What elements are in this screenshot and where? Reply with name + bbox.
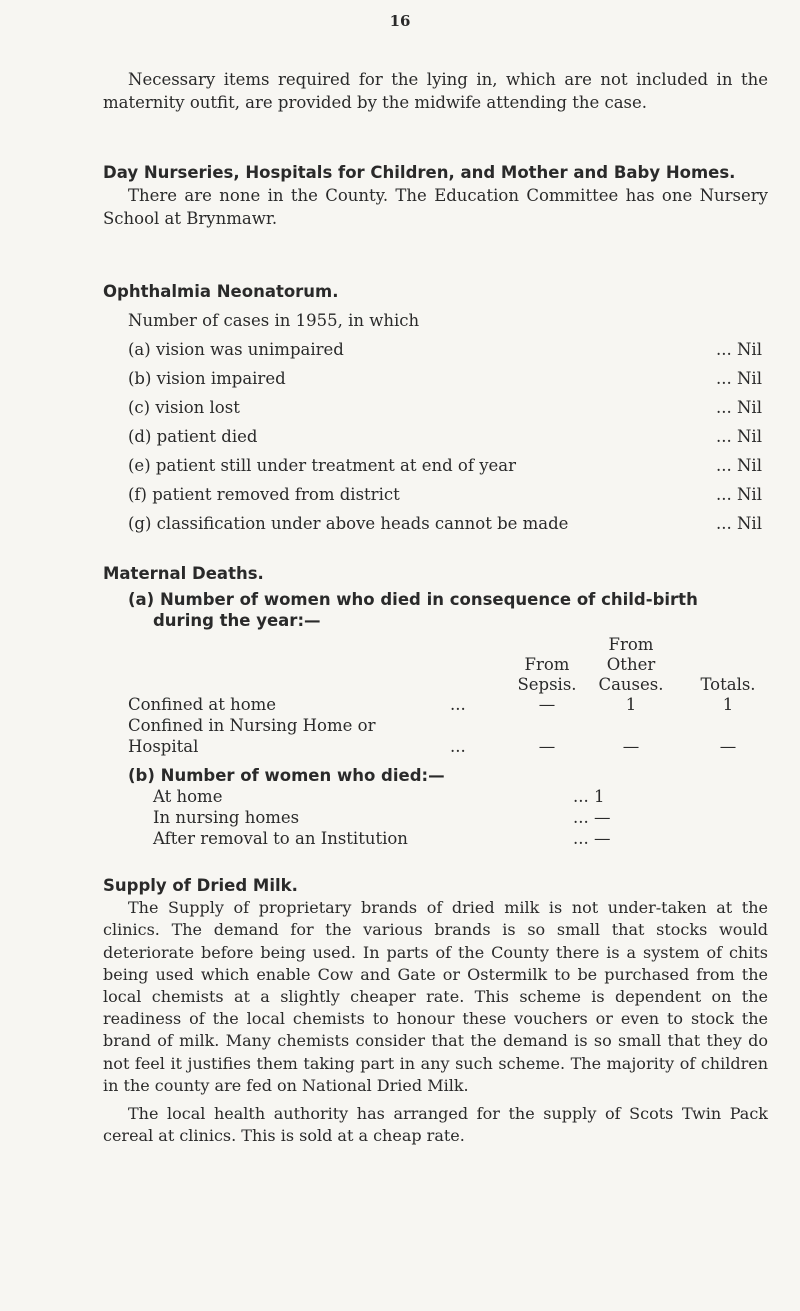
dried-milk-paragraph: The Supply of proprietary brands of dried milk is not under-taken at the clinics. The demand for the various brands is so small that stocks would deteriorate before being used. In parts of the County there is a system of chits being used which enable Cow and Gate or Ostermilk to be purchased from the local chemists at a slightly cheaper rate. This scheme is dependent on the readiness of the local chemists to honour these vouchers or even to stock the brand of milk. Many chemists consider that the demand is so small that they do not feel it justifies them taking part in any such scheme. The majority of children in the county are fed on National Dried Milk. [103,898,768,1095]
row-confined-home-dots: ... [450,695,466,714]
col-header-totals: Totals. [700,675,756,694]
row-nursing-home-other: — [622,737,640,756]
intro-section [103,68,768,114]
row-confined-home-other: 1 [625,695,637,714]
row-confined-home-label: Confined at home [128,695,277,714]
maternal-a-heading: (a) Number of women who died in consequence of child-birth [128,590,698,609]
b-row-value: ... — [573,808,611,827]
day-nurseries-text: There are none in the County. The Education Committee has one Nursery School at Brynmawr. [103,186,768,228]
row-nursing-home-label-cont: Hospital [128,737,199,756]
col-header-causes: Causes. [598,675,664,694]
ophthalmia-section: Ophthalmia Neonatorum. Number of cases in 1955, in which (a) vision was unimpaired ... Nil (b) vision impaired ... Nil (c) vision lost ... Nil (d) patient died ... Nil (e) patient still under treatment at end of year ... Nil (f) patient removed from district ... Nil (g) classification under above heads cannot be made ... Nil [103,280,768,540]
day-nurseries-section [103,161,768,230]
b-row-label: At home [153,787,223,806]
b-row-value: ... — [573,829,611,848]
b-row-label: In nursing homes [153,808,300,827]
col-header-from: From [524,655,570,674]
maternal-deaths-heading: Maternal Deaths. [103,564,264,583]
maternal-a-heading-cont: during the year:— [153,611,321,630]
maternal-deaths-section [103,562,768,872]
day-nurseries-heading: Day Nurseries, Hospitals for Children, and Mother and Baby Homes. [103,163,736,182]
row-confined-home-total: 1 [722,695,734,714]
ophthalmia-intro: Number of cases in 1955, in which [128,311,420,330]
page-number: 16 [389,12,411,30]
dried-milk-paragraph-2: The local health authority has arranged for the supply of Scots Twin Pack cereal at clinics. This is sold at a cheap rate. [103,1104,768,1146]
col-header-sepsis: Sepsis. [517,675,577,694]
dried-milk-section [103,875,768,1147]
row-confined-home-sepsis: — [538,695,556,714]
row-nursing-home-sepsis: — [538,737,556,756]
b-row-value: ... 1 [573,787,605,806]
row-nursing-home-dots: ... [450,737,466,756]
b-row-label: After removal to an Institution [153,829,408,848]
col-header-other: Other [606,655,656,674]
col-header-other-from: From [608,635,654,654]
ophthalmia-heading: Ophthalmia Neonatorum. [103,282,339,301]
maternal-b-heading: (b) Number of women who died:— [128,766,445,785]
row-nursing-home-total: — [719,737,737,756]
row-nursing-home-label: Confined in Nursing Home or [128,716,376,735]
dried-milk-heading: Supply of Dried Milk. [103,876,298,895]
intro-paragraph: Necessary items required for the lying in, which are not included in the maternity outfit, are provided by the midwife attending the case. [103,70,768,112]
